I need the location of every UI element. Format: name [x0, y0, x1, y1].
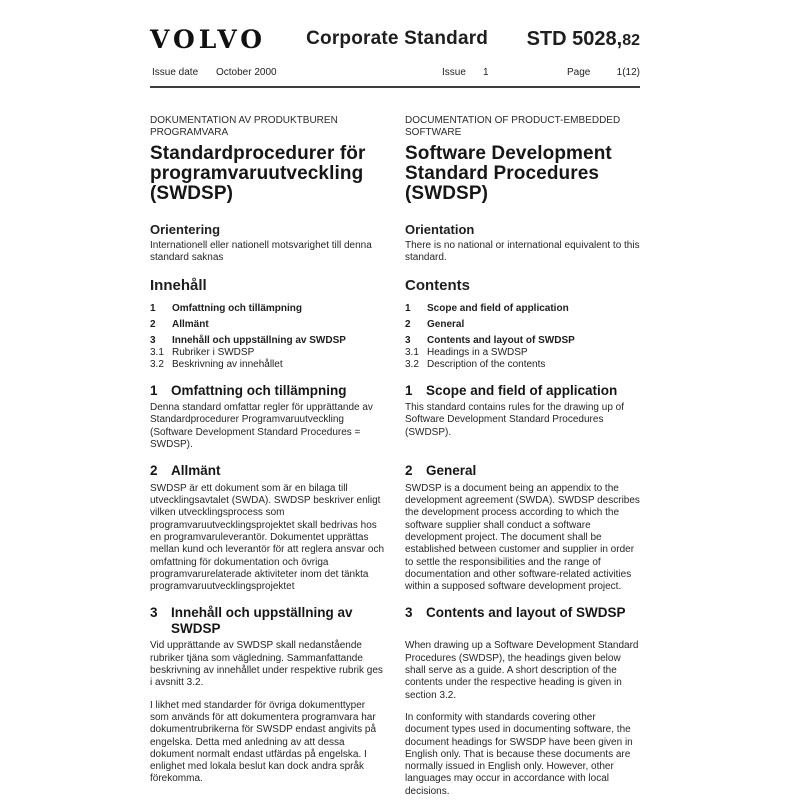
section-heading-text: Allmänt: [171, 463, 221, 479]
orientation-body-en: There is no national or international equivalent to this standard.: [405, 240, 640, 264]
paragraph: This standard contains rules for the drawing up of Software Development Standard Procedures (SWDSP).: [405, 402, 625, 438]
section-heading-en: [405, 383, 640, 399]
toc-number: 2: [150, 318, 156, 330]
section-1-heading-row: [150, 383, 640, 399]
page-label: Page: [567, 67, 591, 78]
toc-entry: [405, 359, 640, 371]
section-3-heading-row: [150, 605, 640, 636]
standard-number-suffix: 82: [622, 31, 640, 49]
section-2-body-row: [150, 483, 640, 594]
toc-label: General: [427, 318, 465, 330]
doc-title-sv: Standardprocedurer för programvaruutveckling (SWDSP): [150, 143, 366, 204]
toc-label: Scope and field of application: [427, 302, 569, 314]
issue-label: Issue: [442, 67, 466, 78]
toc-number: 1: [150, 302, 156, 314]
toc-number: 3.2: [150, 358, 164, 370]
toc-entry: [150, 347, 385, 359]
toc-entry: [405, 303, 640, 315]
section-number: 2: [150, 463, 158, 479]
toc-number: 3: [405, 334, 411, 346]
section-heading-text: Contents and layout of SWDSP: [426, 605, 626, 621]
header-divider: [150, 86, 640, 88]
page-number: 1(12): [616, 67, 640, 78]
paragraph: Denna standard omfattar regler för upprättande av Standardprocedurer Programvaruutveckling (Software Development Standard Procedures = SWDSP).: [150, 402, 373, 450]
section-heading-sv: [150, 605, 385, 636]
document-type-title: Corporate Standard: [306, 28, 489, 49]
issue-date-label: Issue date: [152, 67, 199, 78]
orientation-heading-row: [150, 222, 640, 237]
toc-label: Headings in a SWDSP: [427, 346, 528, 358]
section-2-heading-row: [150, 463, 640, 479]
section-heading-text: General: [426, 463, 477, 479]
issue-number: 1: [483, 67, 489, 78]
toc-number: 3.1: [405, 346, 419, 358]
section-heading-en: [405, 605, 640, 636]
section-1-body-row: [150, 402, 640, 451]
section-heading-text: Omfattning och tillämpning: [171, 382, 347, 398]
section-body-en: [405, 402, 640, 451]
document-header: [150, 24, 640, 54]
section-number: 1: [405, 382, 413, 398]
section-body-sv: [150, 640, 385, 798]
section-number: 2: [405, 463, 413, 479]
toc-label: Beskrivning av innehållet: [172, 358, 283, 370]
section-heading-en: [405, 463, 640, 479]
paragraph: Vid upprättande av SWDSP skall nedanstående rubriker tjäna som vägledning. Sammanfattande beskrivning av innehållet under respektive rubrik ges i avsnitt 3.2.: [150, 640, 383, 689]
toc-label: Allmänt: [172, 318, 209, 330]
toc-entry: [150, 335, 385, 347]
toc-label: Rubriker i SWDSP: [172, 346, 255, 358]
kicker-row: [150, 115, 640, 138]
document-page: [150, 24, 640, 798]
doc-kicker-en: DOCUMENTATION OF PRODUCT-EMBEDDED SOFTWARE: [405, 115, 621, 138]
paragraph: When drawing up a Software Development Standard Procedures (SWDSP), the headings given below shall serve as a guide. A short description of the contents under the respective heading is given in section 3.2.: [405, 640, 639, 701]
contents-heading-row: [150, 277, 640, 294]
section-body-sv: [150, 402, 385, 451]
toc-label: Contents and layout of SWDSP: [427, 334, 575, 346]
paragraph: SWDSP är ett dokument som är en bilaga till utvecklingsavtalet (SWDA). SWDSP beskriver enligt vilken utvecklingsprocess som programvaruutvecklingsprojektet skall bedrivas hos en programvaruleverantör. Dokumentet upprättas mellan kund och leverantör för att reglera ansvar och omfattning för dokumentation och övriga programvarurelaterade aktiviteter inom det tänkta programvaruutvecklingsprojektet: [150, 482, 385, 593]
toc-sv: [150, 299, 385, 371]
toc-row: [150, 299, 640, 371]
orientation-body-row: [150, 240, 640, 265]
header-meta-row: [150, 67, 640, 80]
toc-label: Description of the contents: [427, 358, 546, 370]
toc-number: 3.2: [405, 358, 419, 370]
toc-label: Omfattning och tillämpning: [172, 302, 302, 314]
section-body-sv: [150, 483, 385, 594]
toc-en: [405, 299, 640, 371]
section-body-en: [405, 640, 640, 798]
toc-number: 3.1: [150, 346, 164, 358]
issue-date-value: October 2000: [216, 67, 277, 78]
paragraph: SWDSP is a document being an appendix to the development agreement (SWDA). SWDSP describes the development process according to which the software supplier shall conduct a software development project. The document shall be established between customer and supplier in order to settle the responsibilities and the range of documentation and other software-related activities within a supposed software development project.: [405, 482, 640, 593]
volvo-logo: VOLVO: [150, 24, 267, 54]
contents-heading-sv: Innehåll: [150, 276, 207, 294]
toc-entry: [405, 319, 640, 331]
doc-kicker-sv: DOKUMENTATION AV PRODUKTBUREN PROGRAMVARA: [150, 115, 338, 138]
doc-title-en: Software Development Standard Procedures (SWDSP): [405, 143, 612, 204]
toc-entry: [405, 347, 640, 359]
orientation-heading-en: Orientation: [405, 222, 475, 237]
toc-number: 3: [150, 334, 156, 346]
section-body-en: [405, 483, 640, 594]
toc-entry: [405, 335, 640, 347]
toc-entry: [150, 303, 385, 315]
section-number: 1: [150, 382, 158, 398]
paragraph: In conformity with standards covering other document types used in documenting software, the document headings for SWSDP have been given in English only. That is because these documents are normally issued in English only. However, other languages may occur in accordance with local decisions.: [405, 711, 633, 797]
contents-heading-en: Contents: [405, 276, 470, 294]
orientation-body-sv: Internationell eller nationell motsvarighet till denna standard saknas: [150, 240, 372, 264]
toc-entry: [150, 359, 385, 371]
toc-entry: [150, 319, 385, 331]
section-3-body-row: [150, 640, 640, 798]
section-heading-text: Scope and field of application: [426, 382, 618, 398]
section-heading-sv: [150, 383, 385, 399]
paragraph: I likhet med standarder för övriga dokumenttyper som används för att dokumentera programvara har dokumentrubrikerna för SWSDP endast angivits på engelska. Detta med anledning av att dessa dokument normalt endast utfärdas på engelska. I enlighet med lokala beslut kan dock andra språk förekomma.: [150, 699, 377, 785]
orientation-heading-sv: Orientering: [150, 222, 221, 237]
toc-label: Innehåll och uppställning av SWDSP: [172, 334, 346, 346]
section-heading-sv: [150, 463, 385, 479]
section-number: 3: [405, 605, 413, 621]
toc-number: 2: [405, 318, 411, 330]
standard-number-main: STD 5028,: [526, 27, 623, 50]
standard-number: [527, 28, 640, 51]
section-number: 3: [150, 605, 158, 621]
section-heading-text: Innehåll och uppställning av SWDSP: [171, 605, 353, 636]
toc-number: 1: [405, 302, 411, 314]
title-row: [150, 144, 640, 204]
